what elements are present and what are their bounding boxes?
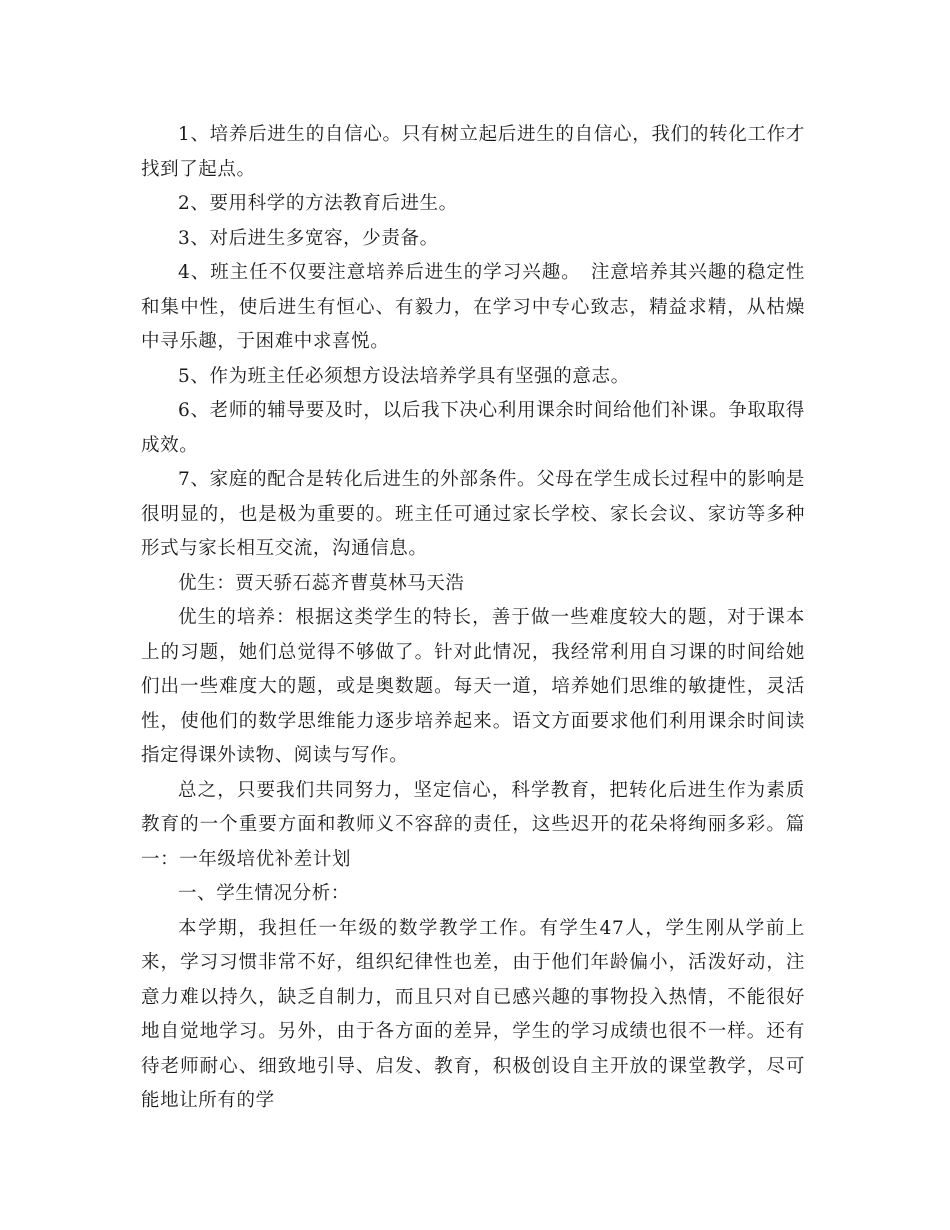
paragraph-top-students: 优生：贾天骄石蕊齐曹莫林马天浩	[178, 572, 465, 594]
paragraph-3: 3、对后进生多宽容，少责备。	[178, 227, 439, 249]
paragraph-6: 6、老师的辅导要及时，以后我下决心利用课余时间给他们补课。争取取得成效。	[141, 400, 805, 456]
paragraph-student-analysis: 本学期，我担任一年级的数学教学工作。有学生47人，学生刚从学前上来，学习习惯非常不好，组织纪律性也差，由于他们年龄偏小，活泼好动，注意力难以持久，缺乏自制力，而且只对自已感兴趣的事物投入热情，不能很好地自觉地学习。另外，由于各方面的差异，学生的学习成绩也很不一样。还有待老师耐心、细致地引导、启发、教育，积极创设自主开放的课堂教学，尽可能地让所有的学	[141, 917, 805, 1111]
paragraph-4: 4、班主任不仅要注意培养后进生的学习兴趣。 注意培养其兴趣的稳定性和集中性，使后进生有恒心、有毅力，在学习中专心致志，精益求精，从枯燥中寻乐趣，于困难中求喜悦。	[141, 262, 805, 352]
paragraph-summary: 总之，只要我们共同努力，坚定信心，科学教育，把转化后进生作为素质教育的一个重要方面和教师义不容辞的责任，这些迟开的花朵将绚丽多彩。篇一：一年级培优补差计划	[141, 779, 805, 870]
paragraph-5: 5、作为班主任必须想方设法培养学具有坚强的意志。	[178, 365, 630, 387]
paragraph-1: 1、培养后进生的自信心。只有树立起后进生的自信心，我们的转化工作才找到了起点。	[141, 124, 805, 180]
paragraph-2: 2、要用科学的方法教育后进生。	[178, 193, 458, 214]
paragraph-7: 7、家庭的配合是转化后进生的外部条件。父母在学生成长过程中的影响是很明显的，也是极为重要的。班主任可通过家长学校、家长会议、家访等多种形式与家长相互交流，沟通信息。	[141, 469, 805, 559]
section-heading: 一、学生情况分析：	[178, 883, 350, 904]
document-body	[141, 118, 805, 1119]
paragraph-top-student-training: 优生的培养：根据这类学生的特长，善于做一些难度较大的题，对于课本上的习题，她们总觉得不够做了。针对此情况，我经常利用自习课的时间给她们出一些难度大的题，或是奥数题。每天一道，培养她们思维的敏捷性，灵活性，使他们的数学思维能力逐步培养起来。语文方面要求他们利用课余时间读指定得课外读物、阅读与写作。	[141, 607, 805, 766]
